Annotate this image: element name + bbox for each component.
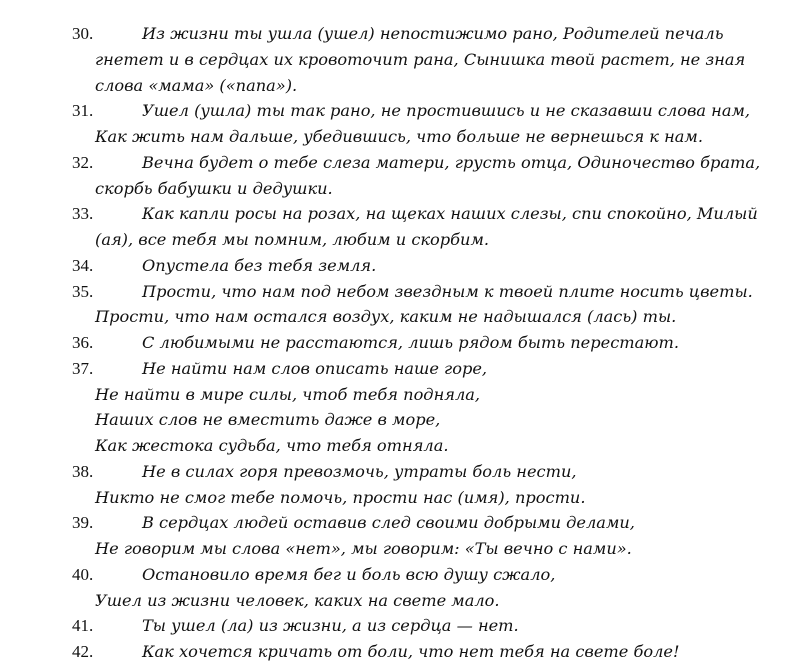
- item-number: 34.: [72, 255, 94, 275]
- item-text: С любимыми не расстаются, лишь рядом быть перестают.: [142, 333, 680, 352]
- item-text-continuation: Не найти в мире силы, чтоб тебя подняла,: [95, 384, 481, 404]
- item-text-continuation: Прости, что нам остался воздух, каким не надышался (лась) ты.: [95, 307, 677, 327]
- item-number: 37.: [72, 358, 94, 378]
- item-text-continuation: слова «мама» («папа»).: [95, 75, 298, 95]
- item-text: Вечна будет о тебе слеза матери, грусть отца, Одиночество брата,: [142, 152, 761, 172]
- item-text-continuation: Как жестока судьба, что тебя отняла.: [95, 436, 449, 455]
- item-text-continuation: Никто не смог тебе помочь, прости нас (имя), прости.: [95, 487, 586, 507]
- item-text: Ушел (ушла) ты так рано, не простившись и не сказавши слова нам,: [142, 101, 751, 121]
- item-text: Как хочется кричать от боли, что нет тебя на свете боле!: [142, 642, 680, 661]
- item-text: Из жизни ты ушла (ушел) непостижимо рано, Родителей печаль: [142, 24, 724, 43]
- item-number: 38.: [72, 461, 94, 481]
- item-number: 36.: [72, 333, 94, 352]
- item-text: Ты ушел (ла) из жизни, а из сердца — нет.: [142, 616, 519, 636]
- item-text-continuation: Как жить нам дальше, убедившись, что больше не вернешься к нам.: [95, 127, 704, 146]
- item-text-continuation: (ая), все тебя мы помним, любим и скорбим.: [95, 230, 490, 249]
- item-text-continuation: гнетет и в сердцах их кровоточит рана, Сынишка твой растет, не зная: [95, 49, 746, 69]
- item-text-continuation: Ушел из жизни человек, каких на свете мало.: [95, 590, 500, 610]
- item-text: Не в силах горя превозмочь, утраты боль нести,: [142, 461, 577, 481]
- item-number: 40.: [72, 564, 94, 584]
- item-text-continuation: Наших слов не вместить даже в море,: [95, 410, 441, 430]
- item-number: 33.: [72, 204, 94, 224]
- item-number: 35.: [72, 281, 94, 301]
- item-number: 39.: [72, 513, 94, 533]
- item-number: 31.: [72, 101, 94, 121]
- item-text-continuation: Не говорим мы слова «нет», мы говорим: «Ты вечно с нами».: [95, 539, 632, 558]
- item-number: 30.: [72, 24, 94, 43]
- item-text: В сердцах людей оставив след своими добрыми делами,: [142, 513, 635, 533]
- item-number: 42.: [72, 642, 94, 661]
- item-number: 41.: [72, 616, 94, 636]
- item-text: Не найти нам слов описать наше горе,: [142, 358, 488, 378]
- item-text: Опустела без тебя земля.: [142, 255, 377, 275]
- item-text: Остановило время бег и боль всю душу сжало,: [142, 564, 556, 584]
- item-number: 32.: [72, 152, 94, 172]
- item-text: Как капли росы на розах, на щеках наших слезы, спи спокойно, Милый: [142, 204, 758, 224]
- item-text: Прости, что нам под небом звездным к твоей плите носить цветы.: [142, 281, 753, 301]
- item-text-continuation: скорбь бабушки и дедушки.: [95, 178, 333, 198]
